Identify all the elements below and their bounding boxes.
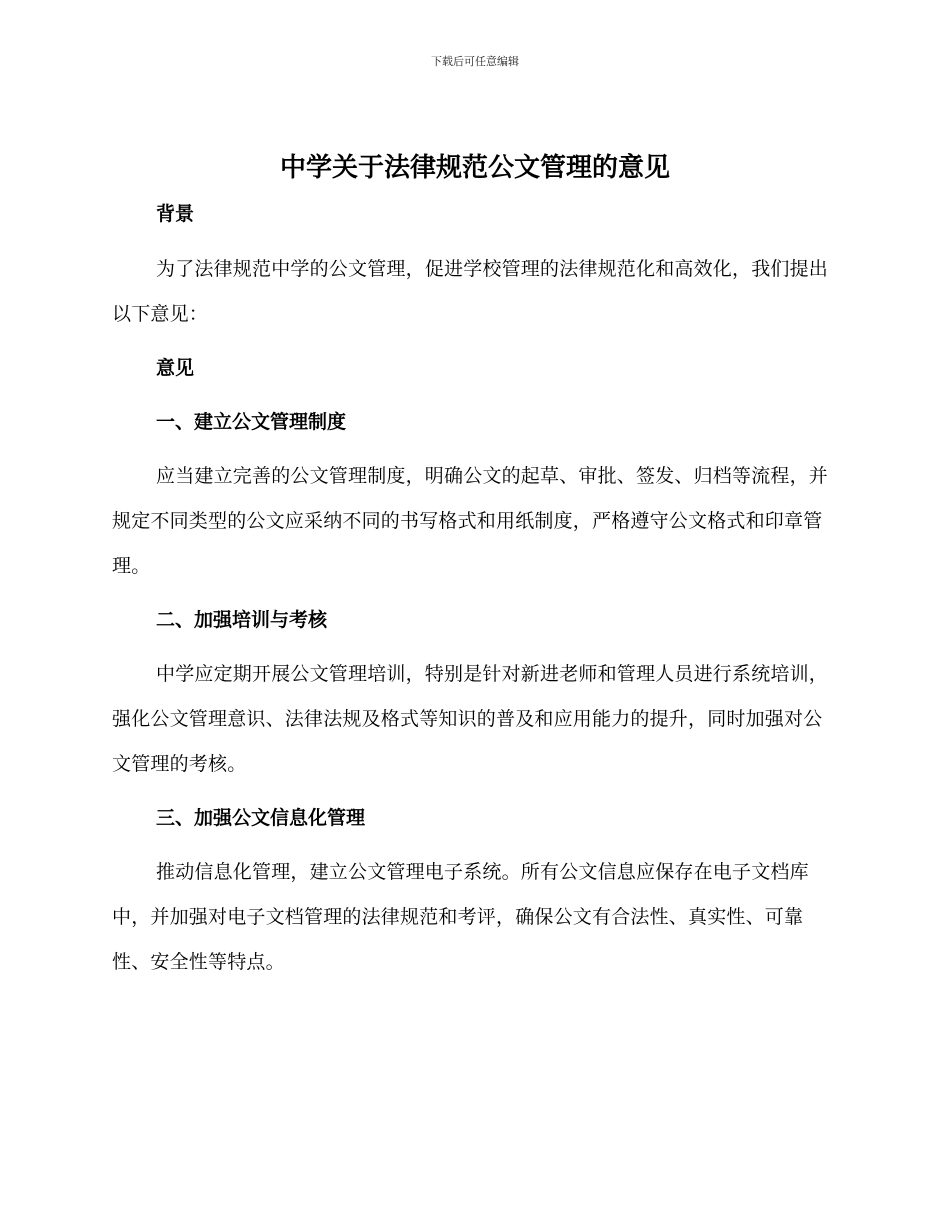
document-title: 中学关于法律规范公文管理的意见 [279, 153, 670, 183]
page-header: 下载后可任意编辑 [431, 55, 519, 68]
opinion-heading: 意见 [156, 357, 195, 379]
section-1-heading: 一、建立公文管理制度 [156, 411, 347, 433]
section-2-heading: 二、加强培训与考核 [156, 609, 328, 631]
background-heading: 背景 [156, 203, 195, 225]
section-3-heading: 三、加强公文信息化管理 [156, 807, 366, 829]
section-1-paragraph: 应当建立完善的公文管理制度，明确公文的起草、审批、签发、归档等流程，并规定不同类型的公文应采纳不同的书写格式和用纸制度，严格遵守公文格式和印章管理。 [112, 465, 829, 577]
section-3-paragraph: 推动信息化管理，建立公文管理电子系统。所有公文信息应保存在电子文档库中，并加强对电子文档管理的法律规范和考评，确保公文有合法性、真实性、可靠性、安全性等特点。 [112, 861, 809, 973]
section-2-paragraph: 中学应定期开展公文管理培训，特别是针对新进老师和管理人员进行系统培训，强化公文管理意识、法律法规及格式等知识的普及和应用能力的提升，同时加强对公文管理的考核。 [112, 663, 829, 775]
background-paragraph: 为了法律规范中学的公文管理，促进学校管理的法律规范化和高效化，我们提出以下意见： [112, 258, 829, 325]
document-body [112, 192, 832, 994]
